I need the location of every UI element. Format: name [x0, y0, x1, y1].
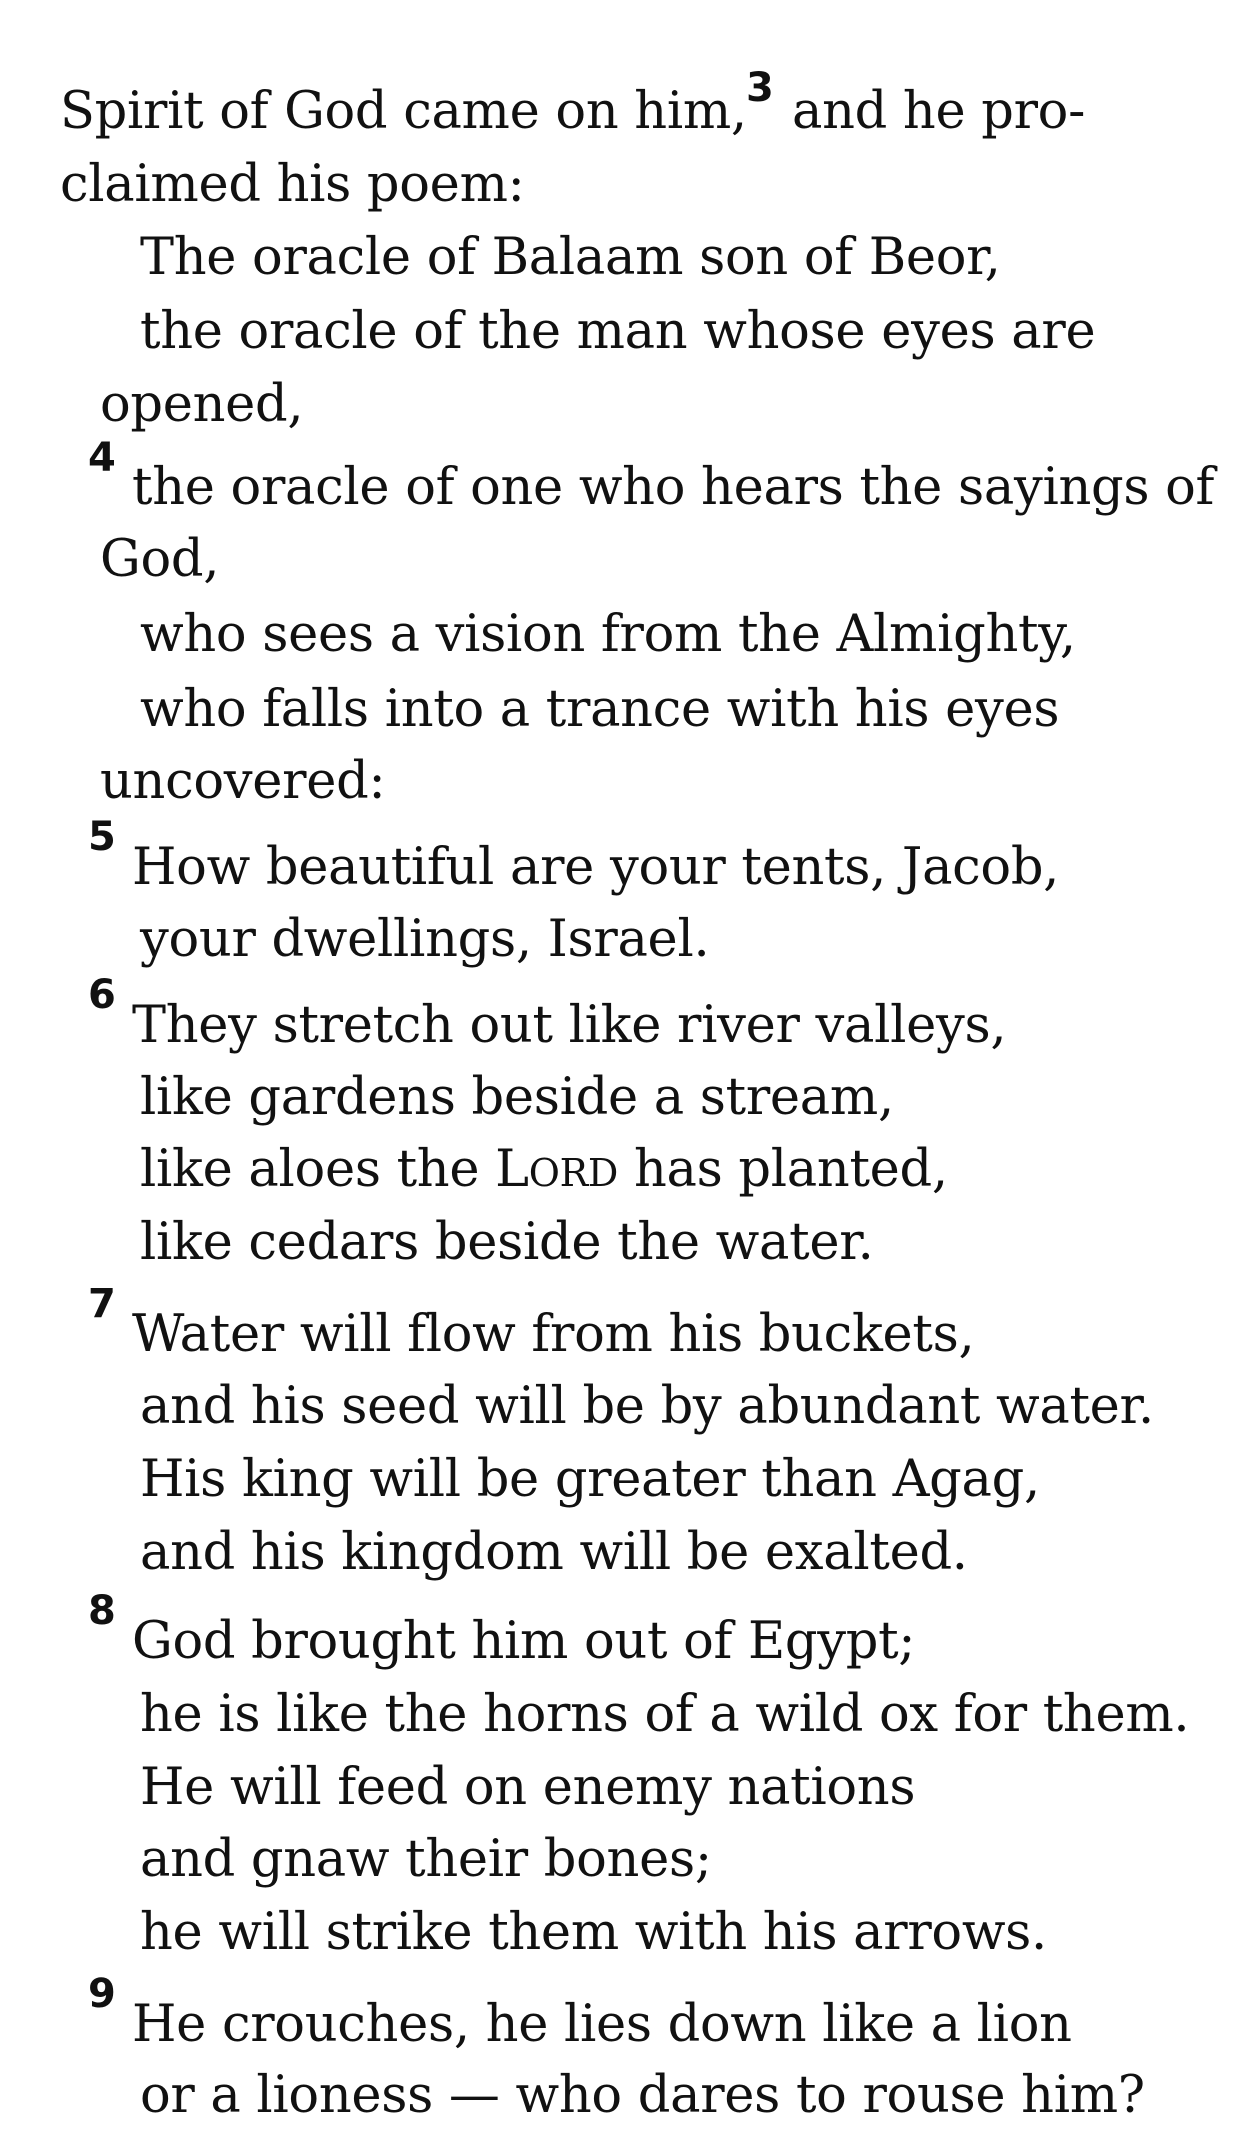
- prose-line: [60, 155, 525, 215]
- poem-line: or a lioness — who dares to rouse him?: [140, 2066, 1145, 2125]
- verse-number-5: 5: [88, 814, 116, 860]
- poem-line: who sees a vision from the Almighty,: [140, 605, 1076, 664]
- poem-line: the oracle of one who hears the sayings of: [132, 458, 1215, 517]
- verse-number-3: 3: [746, 65, 774, 111]
- poem-line: They stretch out like river valleys,: [132, 996, 1007, 1055]
- poem-text: like aloes the: [140, 1140, 480, 1199]
- poem-line: His king will be greater than Agag,: [140, 1450, 1040, 1509]
- poem-line: he will strike them with his arrows.: [140, 1903, 1047, 1962]
- verse-number-8: 8: [88, 1588, 116, 1634]
- poem-line-wrap: opened,: [100, 375, 304, 434]
- poem-line: and his seed will be by abundant water.: [140, 1377, 1154, 1436]
- poem-line: He will feed on enemy nations: [140, 1758, 916, 1817]
- poem-line: How beautiful are your tents, Jacob,: [132, 838, 1060, 897]
- divine-name-smallcaps: ORD: [528, 1151, 619, 1195]
- poem-line: the oracle of the man whose eyes are: [140, 302, 1096, 361]
- verse-number-9: 9: [88, 1971, 116, 2017]
- verse-number-4: 4: [88, 435, 116, 481]
- poem-line: The oracle of Balaam son of Beor,: [140, 228, 1001, 287]
- verse-number-6: 6: [88, 972, 116, 1018]
- prose-line: [792, 82, 1085, 142]
- poem-line: your dwellings, Israel.: [140, 910, 710, 969]
- divine-name-initial: L: [495, 1140, 529, 1199]
- poem-line: he is like the horns of a wild ox for them.: [140, 1685, 1190, 1744]
- poem-line: and his kingdom will be exalted.: [140, 1523, 968, 1582]
- poem-line: and gnaw their bones;: [140, 1830, 712, 1889]
- poem-line: Water will flow from his buckets,: [132, 1305, 975, 1364]
- poem-line-wrap: God,: [100, 530, 220, 589]
- poem-line: [140, 1140, 948, 1203]
- prose-text: claimed his poem:: [60, 155, 525, 214]
- poem-line: who falls into a trance with his eyes: [140, 680, 1060, 739]
- verse-number-7: 7: [88, 1281, 116, 1327]
- poem-line: like gardens beside a stream,: [140, 1068, 894, 1127]
- poem-line: He crouches, he lies down like a lion: [132, 1995, 1072, 2054]
- prose-text: Spirit of God came on him,: [60, 82, 747, 141]
- divine-name: [495, 1140, 618, 1199]
- poem-line: like cedars beside the water.: [140, 1213, 874, 1272]
- poem-text: has planted,: [634, 1140, 948, 1199]
- prose-line: [60, 82, 747, 142]
- prose-text: and he pro-: [792, 82, 1086, 141]
- poem-line-wrap: uncovered:: [100, 752, 386, 811]
- poem-line: God brought him out of Egypt;: [132, 1612, 916, 1671]
